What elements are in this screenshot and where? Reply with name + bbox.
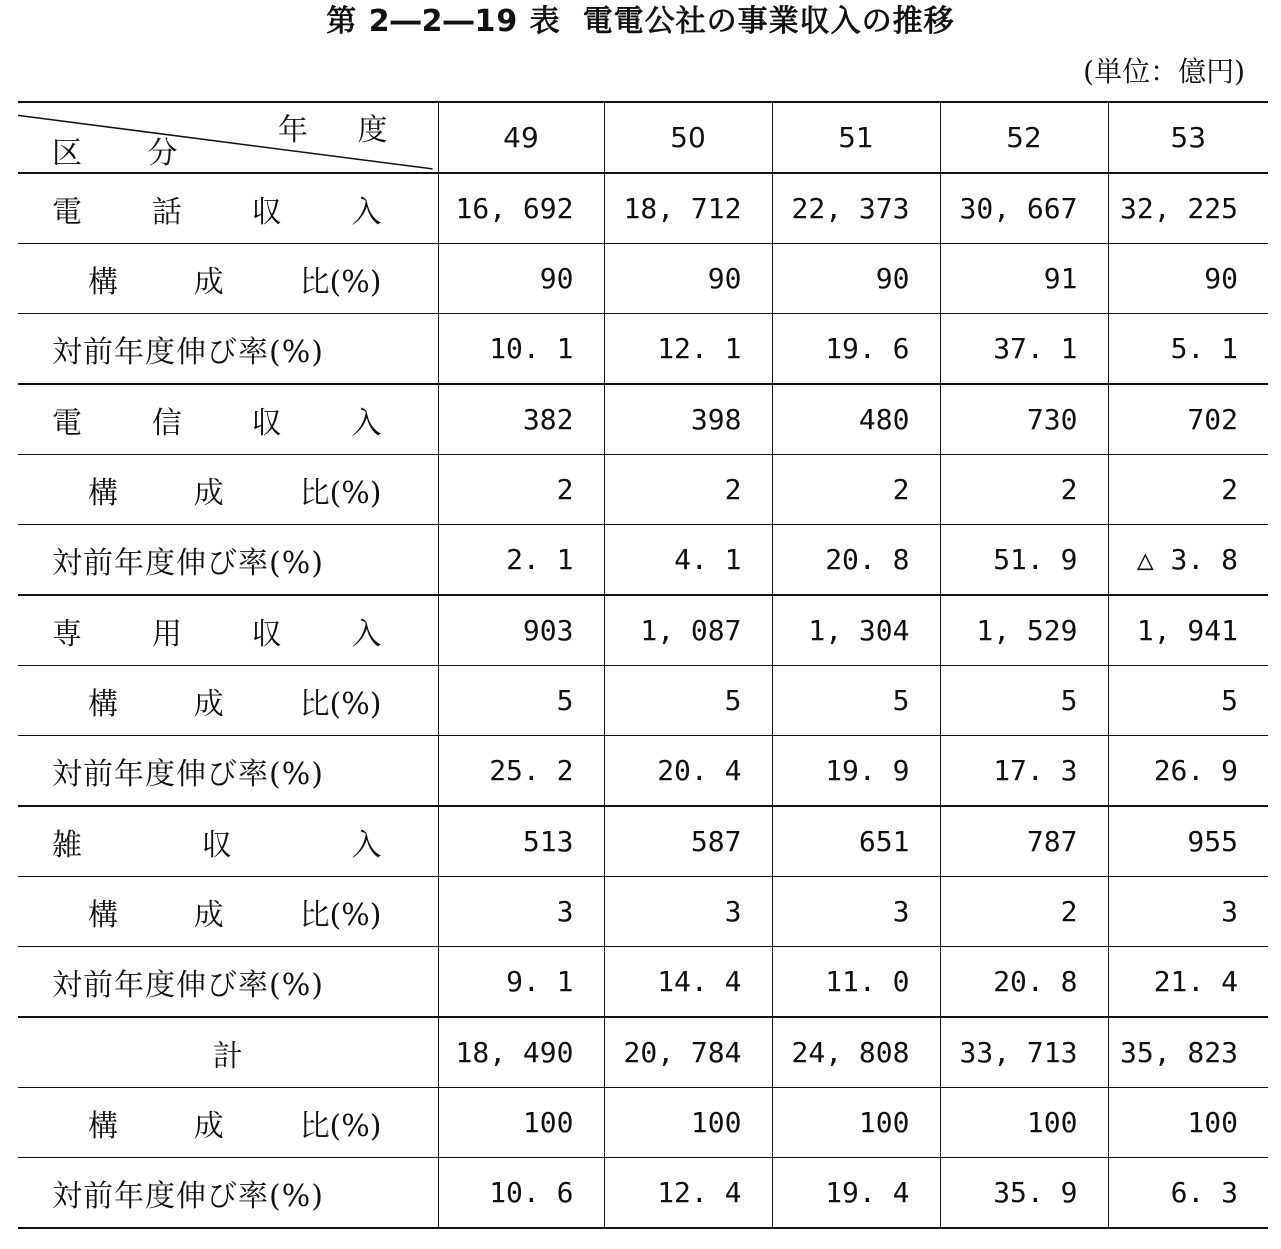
row-label-char: 比(%) [299,686,382,722]
value-cell: 25. 2 [438,736,604,807]
value-cell: 100 [438,1088,604,1158]
revenue-table [18,101,1268,1229]
row-label-cell [18,736,438,807]
row-label-cell [18,666,438,736]
row-label-cell [18,455,438,525]
value-cell: 382 [438,384,604,455]
row-label-cell [18,384,438,455]
value-cell: 955 [1108,806,1268,877]
table-row [18,244,1268,314]
value-cell: 35, 823 [1108,1017,1268,1088]
table-number: 第 2―2―19 表 [326,4,561,39]
value-cell: 2. 1 [438,525,604,596]
value-cell: 21. 4 [1108,947,1268,1018]
table-row [18,666,1268,736]
row-label-char: 用 [151,616,182,652]
value-cell: 11. 0 [772,947,940,1018]
row-label-char: 雑 [52,827,82,863]
unit-note: (単位：億円) [1083,55,1245,88]
row-label [18,257,438,301]
row-label [18,398,438,442]
row-label: 対前年度伸び率(%) [52,1178,324,1214]
value-cell: 18, 712 [604,173,772,244]
value-cell: 3 [1108,877,1268,947]
row-label-char: 収 [251,194,282,230]
value-cell: 100 [940,1088,1108,1158]
table-row [18,173,1268,244]
row-label-cell [18,244,438,314]
value-cell: 18, 490 [438,1017,604,1088]
row-label [18,820,438,864]
value-cell: 100 [604,1088,772,1158]
row-label-char: 入 [351,827,382,863]
row-label-char: 信 [151,405,182,441]
table-row [18,455,1268,525]
value-cell: 19. 4 [772,1158,940,1229]
row-label-char: 話 [151,194,182,230]
row-label-char: 成 [193,897,224,933]
row-label [18,609,438,653]
value-cell: 100 [772,1088,940,1158]
row-label-char: 比(%) [299,1108,382,1144]
row-label-char: 成 [193,264,224,300]
row-label [18,890,438,934]
row-label [18,679,438,723]
value-cell: 24, 808 [772,1017,940,1088]
value-cell: 22, 373 [772,173,940,244]
value-cell: 20. 4 [604,736,772,807]
row-label-char: 収 [251,405,282,441]
row-label-cell [18,314,438,385]
row-label [18,187,438,231]
value-cell: 1, 941 [1108,595,1268,666]
row-label-char: 構 [88,475,118,511]
table-row [18,1158,1268,1229]
value-cell: 2 [1108,455,1268,525]
value-cell: 2 [940,877,1108,947]
value-cell: 1, 529 [940,595,1108,666]
value-cell: 30, 667 [940,173,1108,244]
table-row [18,877,1268,947]
value-cell: △ 3. 8 [1108,525,1268,596]
row-label-char: 収 [201,827,232,863]
value-cell: 26. 9 [1108,736,1268,807]
value-cell: 3 [772,877,940,947]
table-row [18,806,1268,877]
year-header: 53 [1108,102,1268,173]
category-header-label: 区 分 [52,136,206,171]
row-label-cell [18,1017,438,1088]
value-cell: 20. 8 [940,947,1108,1018]
value-cell: 19. 6 [772,314,940,385]
table-row [18,1017,1268,1088]
header-row [18,102,1268,173]
value-cell: 17. 3 [940,736,1108,807]
table-row [18,525,1268,596]
value-cell: 90 [438,244,604,314]
row-label-char: 入 [351,405,382,441]
value-cell: 513 [438,806,604,877]
value-cell: 51. 9 [940,525,1108,596]
value-cell: 37. 1 [940,314,1108,385]
value-cell: 2 [604,455,772,525]
row-label: 対前年度伸び率(%) [52,334,324,370]
value-cell: 91 [940,244,1108,314]
row-label: 計 [212,1038,243,1074]
table-row [18,736,1268,807]
value-cell: 90 [772,244,940,314]
row-label [18,1101,438,1145]
value-cell: 5 [1108,666,1268,736]
row-label-char: 構 [88,1108,118,1144]
year-header: 51 [772,102,940,173]
value-cell: 5 [604,666,772,736]
row-label-char: 電 [52,194,82,230]
value-cell: 2 [772,455,940,525]
row-label-char: 成 [193,1108,224,1144]
table-row [18,1088,1268,1158]
value-cell: 702 [1108,384,1268,455]
row-label-cell [18,1158,438,1229]
value-cell: 3 [604,877,772,947]
row-label-cell [18,947,438,1018]
row-label: 対前年度伸び率(%) [52,756,324,792]
value-cell: 5 [940,666,1108,736]
value-cell: 2 [940,455,1108,525]
row-label-char: 入 [351,616,382,652]
row-label-cell [18,877,438,947]
value-cell: 100 [1108,1088,1268,1158]
table-row [18,384,1268,455]
row-label-cell [18,1088,438,1158]
value-cell: 903 [438,595,604,666]
row-label-char: 収 [251,616,282,652]
row-label-char: 構 [88,897,118,933]
value-cell: 651 [772,806,940,877]
row-label: 対前年度伸び率(%) [52,545,324,581]
value-cell: 9. 1 [438,947,604,1018]
value-cell: 33, 713 [940,1017,1108,1088]
value-cell: 90 [604,244,772,314]
value-cell: 10. 6 [438,1158,604,1229]
value-cell: 32, 225 [1108,173,1268,244]
value-cell: 14. 4 [604,947,772,1018]
table-caption: 電電公社の事業収入の推移 [582,4,955,39]
row-label-char: 比(%) [299,475,382,511]
header-corner-cell [18,102,438,173]
value-cell: 10. 1 [438,314,604,385]
value-cell: 90 [1108,244,1268,314]
value-cell: 5 [438,666,604,736]
value-cell: 2 [438,455,604,525]
value-cell: 1, 304 [772,595,940,666]
table-row [18,314,1268,385]
row-label-cell [18,525,438,596]
year-header-label: 年 度 [277,113,408,148]
table-row [18,595,1268,666]
row-label-char: 比(%) [299,264,382,300]
value-cell: 6. 3 [1108,1158,1268,1229]
value-cell: 20, 784 [604,1017,772,1088]
year-header: 52 [940,102,1108,173]
row-label-char: 電 [52,405,82,441]
value-cell: 35. 9 [940,1158,1108,1229]
value-cell: 16, 692 [438,173,604,244]
row-label [18,468,438,512]
year-header: 50 [604,102,772,173]
row-label-cell [18,595,438,666]
row-label-char: 専 [52,616,82,652]
row-label-cell [18,173,438,244]
value-cell: 12. 4 [604,1158,772,1229]
row-label-char: 入 [351,194,382,230]
value-cell: 480 [772,384,940,455]
value-cell: 587 [604,806,772,877]
value-cell: 787 [940,806,1108,877]
value-cell: 5 [772,666,940,736]
row-label-char: 成 [193,475,224,511]
row-label-cell [18,806,438,877]
year-header: 49 [438,102,604,173]
row-label: 対前年度伸び率(%) [52,967,324,1003]
value-cell: 5. 1 [1108,314,1268,385]
value-cell: 19. 9 [772,736,940,807]
table-title [0,2,1281,42]
value-cell: 3 [438,877,604,947]
row-label-char: 構 [88,264,118,300]
row-label-char: 成 [193,686,224,722]
row-label-char: 比(%) [299,897,382,933]
table-row [18,947,1268,1018]
value-cell: 12. 1 [604,314,772,385]
value-cell: 20. 8 [772,525,940,596]
row-label-char: 構 [88,686,118,722]
value-cell: 1, 087 [604,595,772,666]
value-cell: 4. 1 [604,525,772,596]
value-cell: 398 [604,384,772,455]
value-cell: 730 [940,384,1108,455]
